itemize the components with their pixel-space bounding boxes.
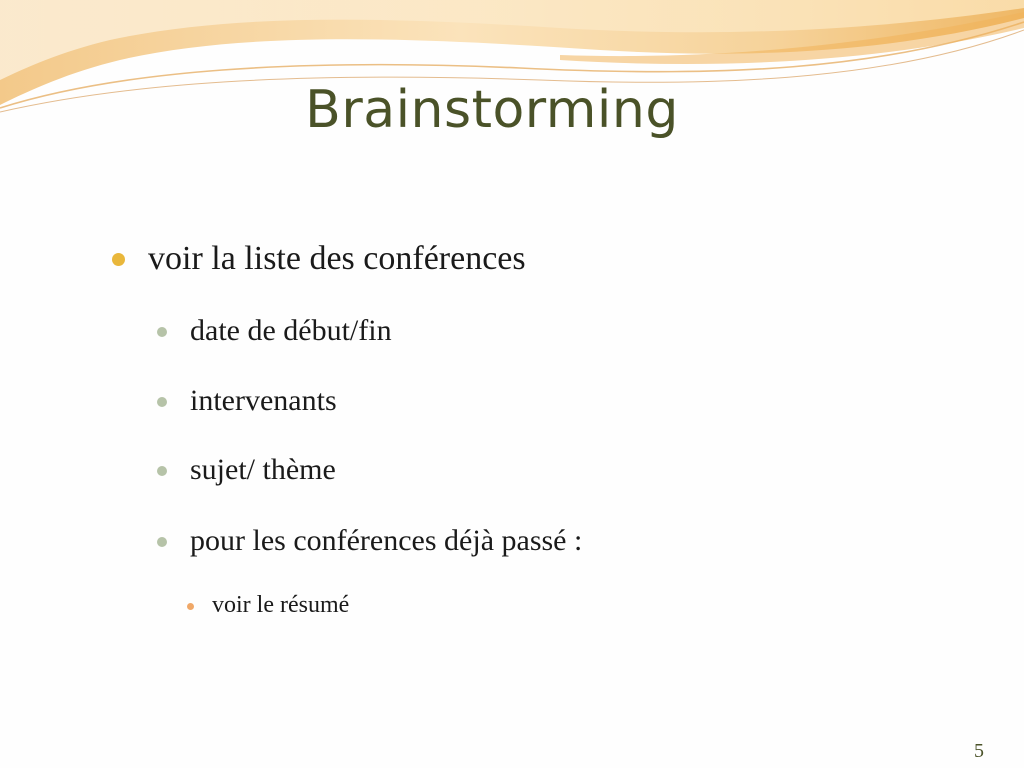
bullet-dot-icon xyxy=(112,253,125,266)
bullet-dot-icon xyxy=(157,327,167,337)
bullet-item-level1 xyxy=(148,240,526,278)
bullet-item-level2 xyxy=(190,524,582,558)
bullet-dot-icon xyxy=(157,397,167,407)
bullet-item-level3 xyxy=(212,592,349,619)
bullet-text: voir le résumé xyxy=(212,592,350,618)
bullet-text: pour les conférences déjà passé : xyxy=(190,524,583,557)
bullet-item-level2 xyxy=(190,453,336,487)
bullet-dot-icon xyxy=(187,603,194,610)
bullet-text: intervenants xyxy=(190,384,337,417)
page-number: 5 xyxy=(974,740,984,762)
bullet-text: sujet/ thème xyxy=(190,453,336,486)
bullet-text: voir la liste des conférences xyxy=(148,240,526,277)
bullet-item-level2 xyxy=(190,384,337,418)
slide-title: Brainstorming xyxy=(305,80,679,140)
bullet-dot-icon xyxy=(157,537,167,547)
bullet-item-level2 xyxy=(190,314,392,348)
bullet-text: date de début/fin xyxy=(190,314,392,347)
bullet-dot-icon xyxy=(157,466,167,476)
